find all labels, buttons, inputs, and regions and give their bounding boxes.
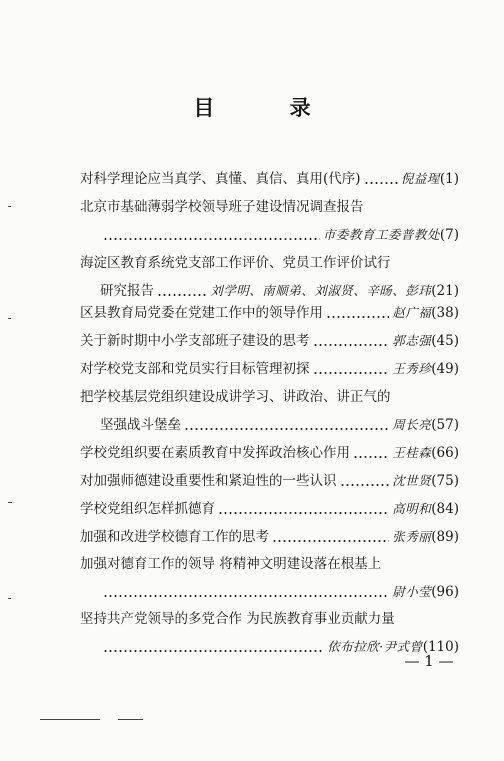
leader-dots xyxy=(184,428,389,430)
toc-entry-title: 加强和改进学校德育工作的思考 xyxy=(80,529,269,545)
toc-entry-author: 刘学明、南顺弟、刘淑贤、辛旸、彭玮 xyxy=(210,283,432,298)
leader-dots xyxy=(218,512,389,514)
toc-entry-author: 张秀丽 xyxy=(392,529,432,544)
toc-entry-page: (57) xyxy=(431,417,459,433)
toc-entry-author: 王桂森 xyxy=(392,445,432,460)
toc-entry-title: 对学校党支部和党员实行目标管理初探 xyxy=(80,361,310,377)
toc-entry-title: 坚强战斗堡垒 xyxy=(100,417,181,433)
toc-entry-author: 沈世贤 xyxy=(392,473,432,488)
leader-dots xyxy=(353,456,389,458)
toc-entry-author: 尉小莹 xyxy=(392,584,432,599)
toc-entry-leader-row xyxy=(100,581,459,603)
toc-entry-page: (84) xyxy=(431,501,459,517)
scan-speck xyxy=(8,502,12,503)
leader-dots xyxy=(340,484,390,486)
scan-speck xyxy=(8,598,11,599)
toc-entry-page: (66) xyxy=(431,445,459,461)
leader-dots xyxy=(272,540,389,542)
toc-entry-author: 依布拉欣·尹式曾 xyxy=(327,639,423,654)
toc-entry-title: 对科学理论应当真学、真懂、真信、真用(代序) xyxy=(80,171,361,187)
leader-dots xyxy=(103,650,324,652)
toc-entry-page: (21) xyxy=(431,283,459,299)
toc-entry-title: 对加强师德建设重要性和紧迫性的一些认识 xyxy=(80,473,337,489)
scan-speck xyxy=(8,318,11,319)
toc-entry-author: 周长亮 xyxy=(392,417,432,432)
toc-title: 目 录 xyxy=(193,95,345,120)
toc-entry-author: 赵广福 xyxy=(392,305,432,320)
toc-entry-title: 坚持共产党领导的多党合作 为民族教育事业贡献力量 xyxy=(80,611,395,627)
toc-entry-title: 学校党组织要在素质教育中发挥政治核心作用 xyxy=(80,445,350,461)
toc-entry-title: 研究报告 xyxy=(100,283,154,299)
toc-entry-leader-row xyxy=(80,302,459,324)
scan-speck xyxy=(40,719,100,720)
toc-entry-leader-row xyxy=(80,330,459,352)
toc-entry-leader-row xyxy=(100,280,459,302)
toc-entry-page: (89) xyxy=(431,529,459,545)
leader-dots xyxy=(326,316,389,318)
leader-dots xyxy=(313,372,390,374)
toc-entry-title: 学校党组织怎样抓德育 xyxy=(80,501,215,517)
scan-speck xyxy=(8,206,11,207)
toc-entry-title: 关于新时期中小学支部班子建设的思考 xyxy=(80,333,310,349)
page-number: — 1 — xyxy=(404,652,454,670)
leader-dots xyxy=(313,344,390,346)
toc-entry-page: (49) xyxy=(431,361,459,377)
toc-entry-page: (1) xyxy=(439,171,459,187)
leader-dots xyxy=(157,294,207,296)
toc-entry-page: (110) xyxy=(422,639,459,655)
toc-entry-title: 海淀区教育系统党支部工作评价、党员工作评价试行 xyxy=(80,255,391,271)
leader-dots xyxy=(103,595,389,597)
leader-dots xyxy=(103,238,320,240)
toc-entry-leader-row xyxy=(80,526,459,548)
toc-entry-page: (75) xyxy=(431,473,459,489)
toc-entry-leader-row xyxy=(80,470,459,492)
toc-entry-page: (96) xyxy=(431,584,459,600)
toc-entry-page: (38) xyxy=(431,305,459,321)
scan-speck xyxy=(118,719,143,720)
toc-entry-page: (7) xyxy=(439,227,459,243)
toc-entry-title: 把学校基层党组织建设成讲学习、讲政治、讲正气的 xyxy=(80,389,391,405)
toc-entry-author: 高明和 xyxy=(392,501,432,516)
leader-dots xyxy=(364,182,398,184)
toc-entry-leader-row xyxy=(80,358,459,380)
toc-entry-title: 区县教育局党委在党建工作中的领导作用 xyxy=(80,305,323,321)
toc-entry-leader-row xyxy=(100,414,459,436)
toc-entry-author: 郭志强 xyxy=(392,333,432,348)
toc-entry-author: 市委教育工委普教处 xyxy=(322,227,440,242)
toc-entry-author: 倪益瑆 xyxy=(400,171,440,186)
toc-entry-leader-row xyxy=(80,442,459,464)
toc-entry-leader-row xyxy=(80,168,459,190)
toc-entry-title: 北京市基础薄弱学校领导班子建设情况调查报告 xyxy=(80,199,364,215)
toc-entry-leader-row xyxy=(100,224,459,246)
toc-entry-author: 王秀珍 xyxy=(392,361,432,376)
toc-entry-title: 加强对德育工作的领导 将精神文明建设落在根基上 xyxy=(80,556,382,572)
toc-entry-page: (45) xyxy=(431,333,459,349)
toc-entry-leader-row xyxy=(80,498,459,520)
